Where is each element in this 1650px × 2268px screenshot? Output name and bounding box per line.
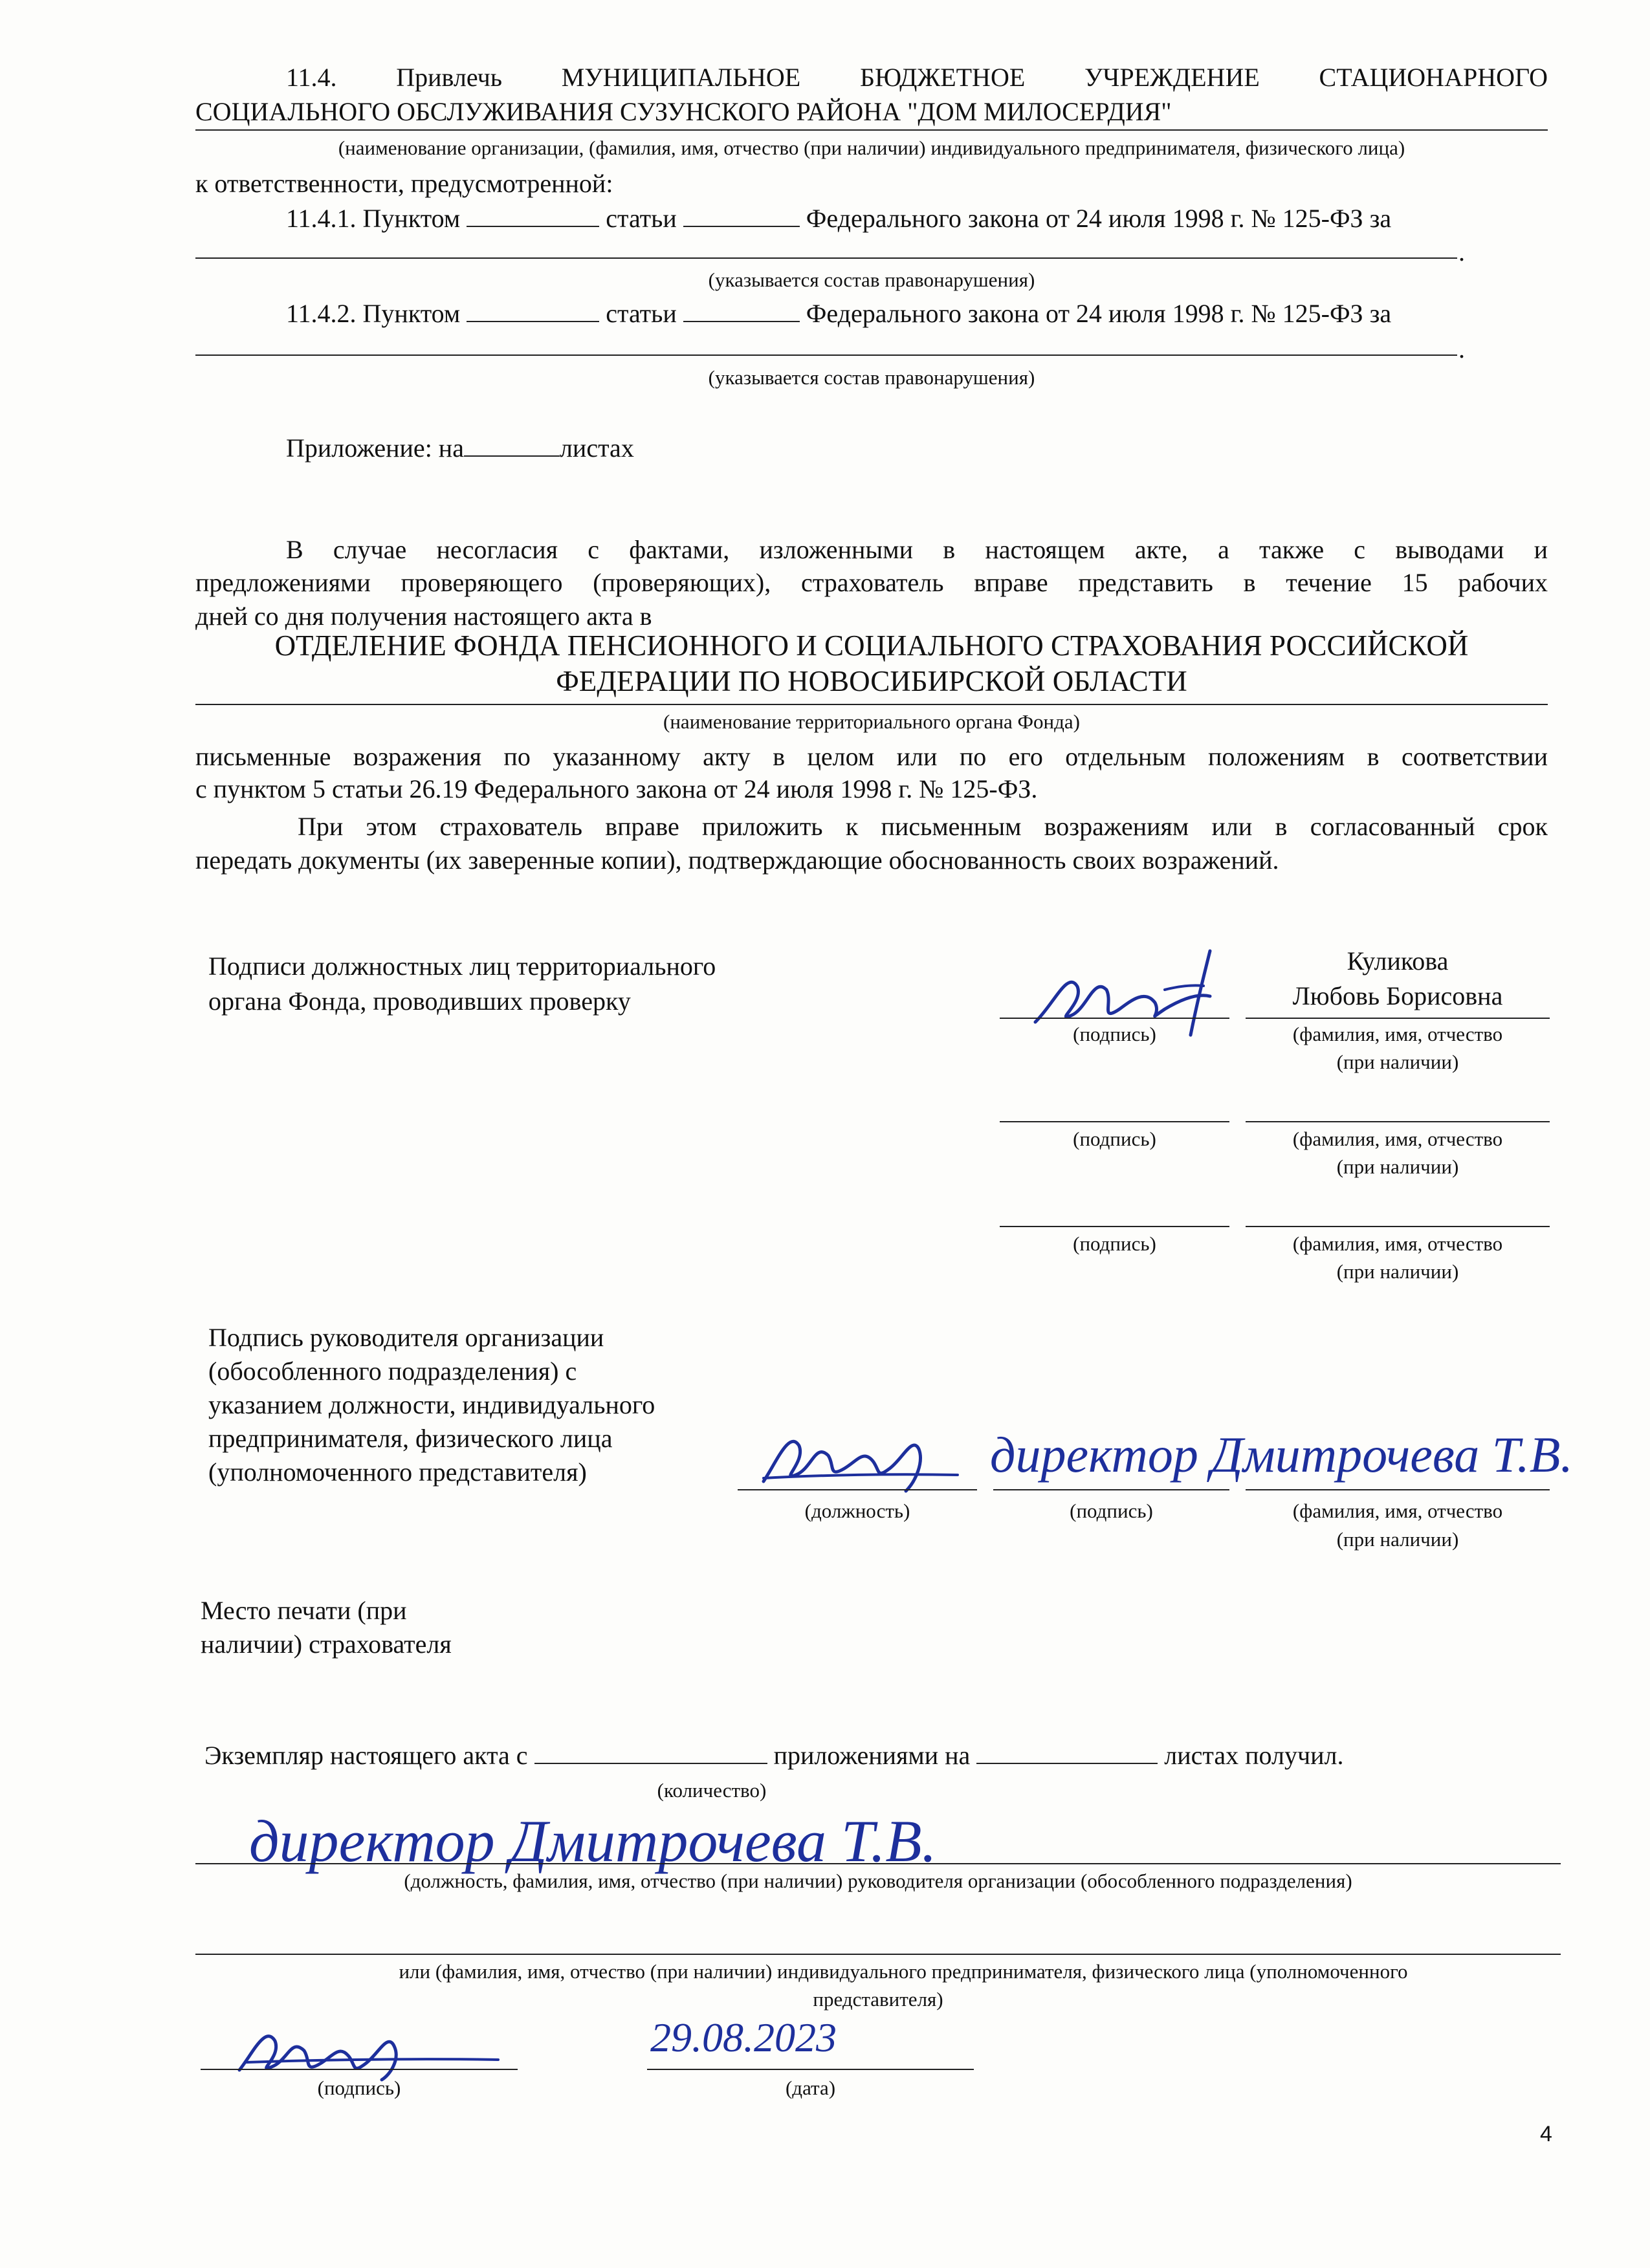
appendix-line: [286, 435, 634, 461]
head-fio-caption2: (при наличии): [1336, 1528, 1459, 1551]
p11-4-2-mid: статьи: [606, 299, 677, 328]
p11-4-caption: (наименование организации, (фамилия, имя, отчество (при наличии) индивидуального предпринимателя, физического лица): [338, 136, 1405, 159]
inspector1-fio-caption1: (фамилия, имя, отчество: [1292, 1023, 1503, 1045]
p11-4-1-article-blank[interactable]: [683, 206, 800, 227]
inspector3-sign-caption: (подпись): [1073, 1232, 1156, 1255]
head-handwritten-position-name: директор Дмитрочева Т.В.: [990, 1426, 1573, 1483]
receipt-date-rule[interactable]: [647, 2069, 974, 2070]
inspector2-fio-rule[interactable]: [1246, 1121, 1550, 1122]
receipt-qty-blank[interactable]: [534, 1743, 767, 1764]
inspector2-sign-rule[interactable]: [1000, 1121, 1229, 1122]
inspector1-sign-rule[interactable]: [1000, 1018, 1229, 1019]
head-sign-caption: (подпись): [1070, 1499, 1153, 1522]
head-signature: [751, 1410, 964, 1501]
disagreement-line3: дней со дня получения настоящего акта в: [195, 602, 652, 631]
org-name-rule: [195, 129, 1548, 131]
head-fio-caption1: (фамилия, имя, отчество: [1292, 1499, 1503, 1522]
inspector2-sign-caption: (подпись): [1073, 1128, 1156, 1150]
p11-4-1-period: .: [1458, 237, 1465, 267]
receipt-sign-caption: (подпись): [317, 2077, 401, 2099]
appendix-sheets-blank[interactable]: [464, 436, 560, 457]
p11-4-tail: к ответственности, предусмотренной:: [195, 169, 613, 198]
receipt-head-caption: (должность, фамилия, имя, отчество (при наличии) руководителя организации (обособленного подразделения): [404, 1870, 1352, 1892]
p11-4-1-offense-rule[interactable]: [195, 257, 1457, 259]
inspector3-fio-caption1: (фамилия, имя, отчество: [1292, 1232, 1503, 1255]
inspector3-fio-caption2: (при наличии): [1336, 1260, 1459, 1283]
fund-office-line1: ОТДЕЛЕНИЕ ФОНДА ПЕНСИОННОГО И СОЦИАЛЬНОГО СТРАХОВАНИЯ РОССИЙСКОЙ: [274, 629, 1469, 662]
disagreement-line6: При этом страхователь вправе приложить к письменным возражениям или в согласованный срок: [298, 812, 1548, 841]
receipt-handwritten-name: директор Дмитрочева Т.В.: [249, 1808, 937, 1874]
inspector1-fio-rule[interactable]: [1246, 1018, 1550, 1019]
disagreement-line7: передать документы (их заверенные копии), подтверждающие обоснованность своих возражений.: [195, 845, 1279, 875]
receipt-alt-caption1: или (фамилия, имя, отчество (при наличии) индивидуального предпринимателя, физического лица (уполномоченного: [399, 1960, 1408, 1983]
p11-4-2-caption: (указывается состав правонарушения): [708, 366, 1035, 389]
receipt-alt-rule[interactable]: [195, 1954, 1561, 1955]
head-position-caption: (должность): [804, 1499, 910, 1522]
p11-4-2-article-blank[interactable]: [683, 301, 800, 322]
receipt-handwritten-date: 29.08.2023: [650, 2014, 837, 2060]
fund-office-rule: [195, 704, 1548, 705]
head-label-line5: (уполномоченного представителя): [208, 1457, 587, 1487]
disagreement-line2: предложениями проверяющего (проверяющих), страхователь вправе представить в течение 15 рабочих: [195, 568, 1548, 597]
p11-4-line1: 11.4. Привлечь МУНИЦИПАЛЬНОЕ БЮДЖЕТНОЕ УЧРЕЖДЕНИЕ СТАЦИОНАРНОГО: [286, 63, 1548, 92]
p11-4-2-period: .: [1458, 334, 1465, 364]
head-label-line1: Подпись руководителя организации: [208, 1323, 604, 1352]
appendix-suffix: листах: [559, 433, 634, 463]
receipt-mid: приложениями на: [773, 1741, 971, 1770]
receipt-head-rule[interactable]: [195, 1863, 1561, 1864]
head-sign-rule[interactable]: [993, 1489, 1229, 1490]
p11-4-2-offense-rule[interactable]: [195, 354, 1457, 356]
head-fio-rule[interactable]: [1246, 1489, 1550, 1490]
inspector2-fio-caption2: (при наличии): [1336, 1155, 1459, 1178]
head-position-rule[interactable]: [738, 1489, 977, 1490]
head-label-line2: (обособленного подразделения) с: [208, 1357, 577, 1386]
p11-4-1-mid: статьи: [606, 204, 677, 233]
p11-4-2-line: [286, 301, 1391, 327]
receipt-prefix: Экземпляр настоящего акта с: [204, 1741, 528, 1770]
p11-4-1-line: [286, 206, 1391, 232]
receipt-date-caption: (дата): [785, 2077, 836, 2099]
head-label-line4: предпринимателя, физического лица: [208, 1424, 613, 1453]
appendix-prefix: Приложение: на: [286, 433, 464, 463]
receipt-qty-caption: (количество): [657, 1779, 767, 1802]
p11-4-line2: СОЦИАЛЬНОГО ОБСЛУЖИВАНИЯ СУЗУНСКОГО РАЙОНА "ДОМ МИЛОСЕРДИЯ": [195, 97, 1172, 126]
disagreement-line4: письменные возражения по указанному акту в целом или по его отдельным положениям в соответствии: [195, 742, 1548, 771]
receipt-sheets-blank[interactable]: [976, 1743, 1158, 1764]
inspector-name: Любовь Борисовна: [1292, 981, 1503, 1010]
page-number: 4: [1540, 2122, 1552, 2146]
inspector-surname: Куликова: [1347, 946, 1449, 976]
p11-4-2-point-blank[interactable]: [467, 301, 599, 322]
inspector1-fio-caption2: (при наличии): [1336, 1051, 1459, 1073]
inspector3-fio-rule[interactable]: [1246, 1226, 1550, 1227]
inspector1-sign-caption: (подпись): [1073, 1023, 1156, 1045]
p11-4-1-prefix: 11.4.1. Пунктом: [286, 204, 461, 233]
disagreement-line1: В случае несогласия с фактами, изложенными в настоящем акте, а также с выводами и: [286, 535, 1548, 564]
receipt-alt-caption2: представителя): [813, 1988, 943, 2011]
fund-office-line2: ФЕДЕРАЦИИ ПО НОВОСИБИРСКОЙ ОБЛАСТИ: [556, 665, 1187, 697]
head-label-line3: указанием должности, индивидуального: [208, 1390, 655, 1419]
stamp-line1: Место печати (при: [201, 1596, 407, 1625]
inspectors-label-line2: органа Фонда, проводивших проверку: [208, 987, 631, 1016]
p11-4-1-caption: (указывается состав правонарушения): [708, 268, 1035, 291]
p11-4-2-prefix: 11.4.2. Пунктом: [286, 299, 461, 328]
p11-4-1-suffix: Федерального закона от 24 июля 1998 г. № 125-ФЗ за: [806, 204, 1392, 233]
receipt-signature: [220, 2012, 505, 2083]
receipt-sign-rule[interactable]: [201, 2069, 518, 2070]
p11-4-2-suffix: Федерального закона от 24 июля 1998 г. № 125-ФЗ за: [806, 299, 1392, 328]
inspector2-fio-caption1: (фамилия, имя, отчество: [1292, 1128, 1503, 1150]
disagreement-line5: с пунктом 5 статьи 26.19 Федерального закона от 24 июля 1998 г. № 125-ФЗ.: [195, 774, 1038, 803]
inspectors-label-line1: Подписи должностных лиц территориального: [208, 952, 716, 981]
receipt-line: [204, 1743, 1343, 1769]
p11-4-1-point-blank[interactable]: [467, 206, 599, 227]
inspector3-sign-rule[interactable]: [1000, 1226, 1229, 1227]
receipt-suffix: листах получил.: [1164, 1741, 1344, 1770]
stamp-line2: наличии) страхователя: [201, 1630, 452, 1659]
fund-office-caption: (наименование территориального органа Фонда): [663, 710, 1080, 733]
